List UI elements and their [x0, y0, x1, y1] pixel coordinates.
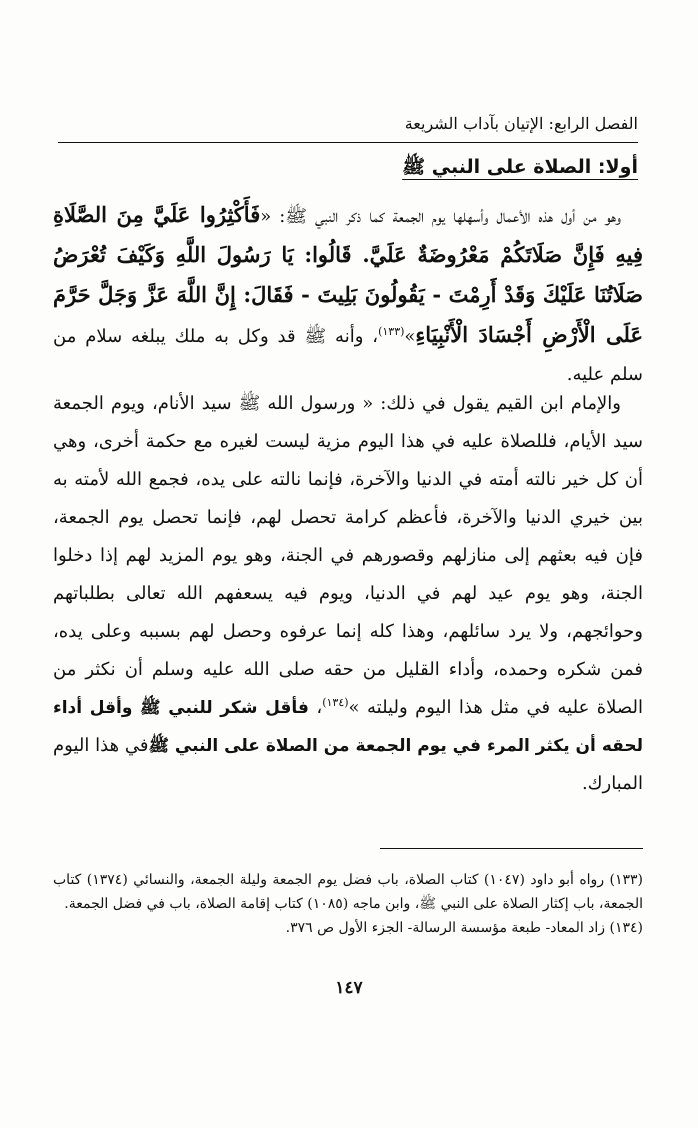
hadith-quote: فَأَكْثِرُوا عَلَيَّ مِنَ الصَّلَاةِ فِيهِ فَإِنَّ صَلَاتَكُمْ مَعْرُوضَةٌ عَلَيَّ. قَالُوا: يَا رَسُولَ اللَّهِ وَكَيْفَ تُعْرَضُ صَلَاتُنَا عَلَيْكَ وَقَدْ أَرِمْتَ - يَقُولُونَ بَلِيتَ - فَقَالَ: إِنَّ اللَّهَ عَزَّ وَجَلَّ حَرَّمَ عَلَى الْأَرْضِ أَجْسَادَ الْأَنْبِيَاءِ: [53, 202, 643, 347]
paragraph-1: [53, 196, 643, 394]
paragraph-2: [53, 385, 643, 803]
footnote-divider: [380, 848, 643, 849]
quote-close: »: [404, 326, 416, 347]
footnotes: [53, 868, 643, 940]
footnote-ref-134: (١٣٤): [322, 696, 349, 709]
footnote-ref-133: (١٣٣): [378, 325, 405, 338]
page-number: ١٤٧: [335, 978, 363, 998]
paragraph-2-tail: في هذا اليوم المبارك.: [53, 735, 643, 794]
footnote-133: (١٣٣) رواه أبو داود (١٠٤٧) كتاب الصلاة، باب فضل يوم الجمعة وليلة الجمعة، والنسائي (١٣٧٤) كتاب الجمعة، باب إكثار الصلاة على النبي ﷺ، وابن ماجه (١٠٨٥) كتاب إقامة الصلاة، باب في فضل الجمعة.: [53, 872, 643, 912]
footnote-134: (١٣٤) زاد المعاد- طبعة مؤسسة الرسالة- الجزء الأول ص ٣٧٦.: [285, 920, 643, 936]
bold-conclusion: فأقل شكر للنبي ﷺ وأقل أداء لحقه أن يكثر المرء في يوم الجمعة من الصلاة على النبي ﷺ: [53, 698, 643, 756]
running-header: [58, 112, 638, 143]
paragraph-1-intro: وهو من أول هذه الأعمال وأسهلها يوم الجمعة كما ذكر النبي ﷺ: «: [260, 206, 621, 227]
separator: ،: [308, 697, 323, 718]
section-heading: أولا: الصلاة على النبي ﷺ: [402, 156, 638, 178]
chapter-title: الفصل الرابع: الإتيان بآداب الشريعة: [397, 114, 638, 133]
ibn-qayyim-quote: والإمام ابن القيم يقول في ذلك: « ورسول الله ﷺ سيد الأنام، ويوم الجمعة سيد الأيام، فللصلاة عليه في هذا اليوم مزية ليست لغيره مع حكمة أخرى، وهي أن كل خير نالته أمته في الدنيا والآخرة، فإنما نالته على يده، فجمع الله لأمته به بين خيري الدنيا والآخرة، فأعظم كرامة تحصل لهم، فإنما تحصل يوم الجمعة، فإن فيه بعثهم إلى منازلهم وقصورهم في الجنة، وهو يوم المزيد لهم إذا دخلوا الجنة، وهو يوم عيد لهم في الدنيا، ويوم فيه يسعفهم الله تعالى بطلباتهم وحوائجهم، ولا يرد سائلهم، وهذا كله إنما عرفوه وحصل لهم بسببه وعلى يده، فمن شكره وحمده، وأداء القليل من حقه صلى الله عليه وسلم أن نكثر من الصلاة عليه في مثل هذا اليوم وليلته »: [53, 393, 644, 718]
paragraph-1-tail: ، وأنه ﷺ قد وكل به ملك يبلغه سلام من سلم عليه.: [53, 326, 643, 385]
